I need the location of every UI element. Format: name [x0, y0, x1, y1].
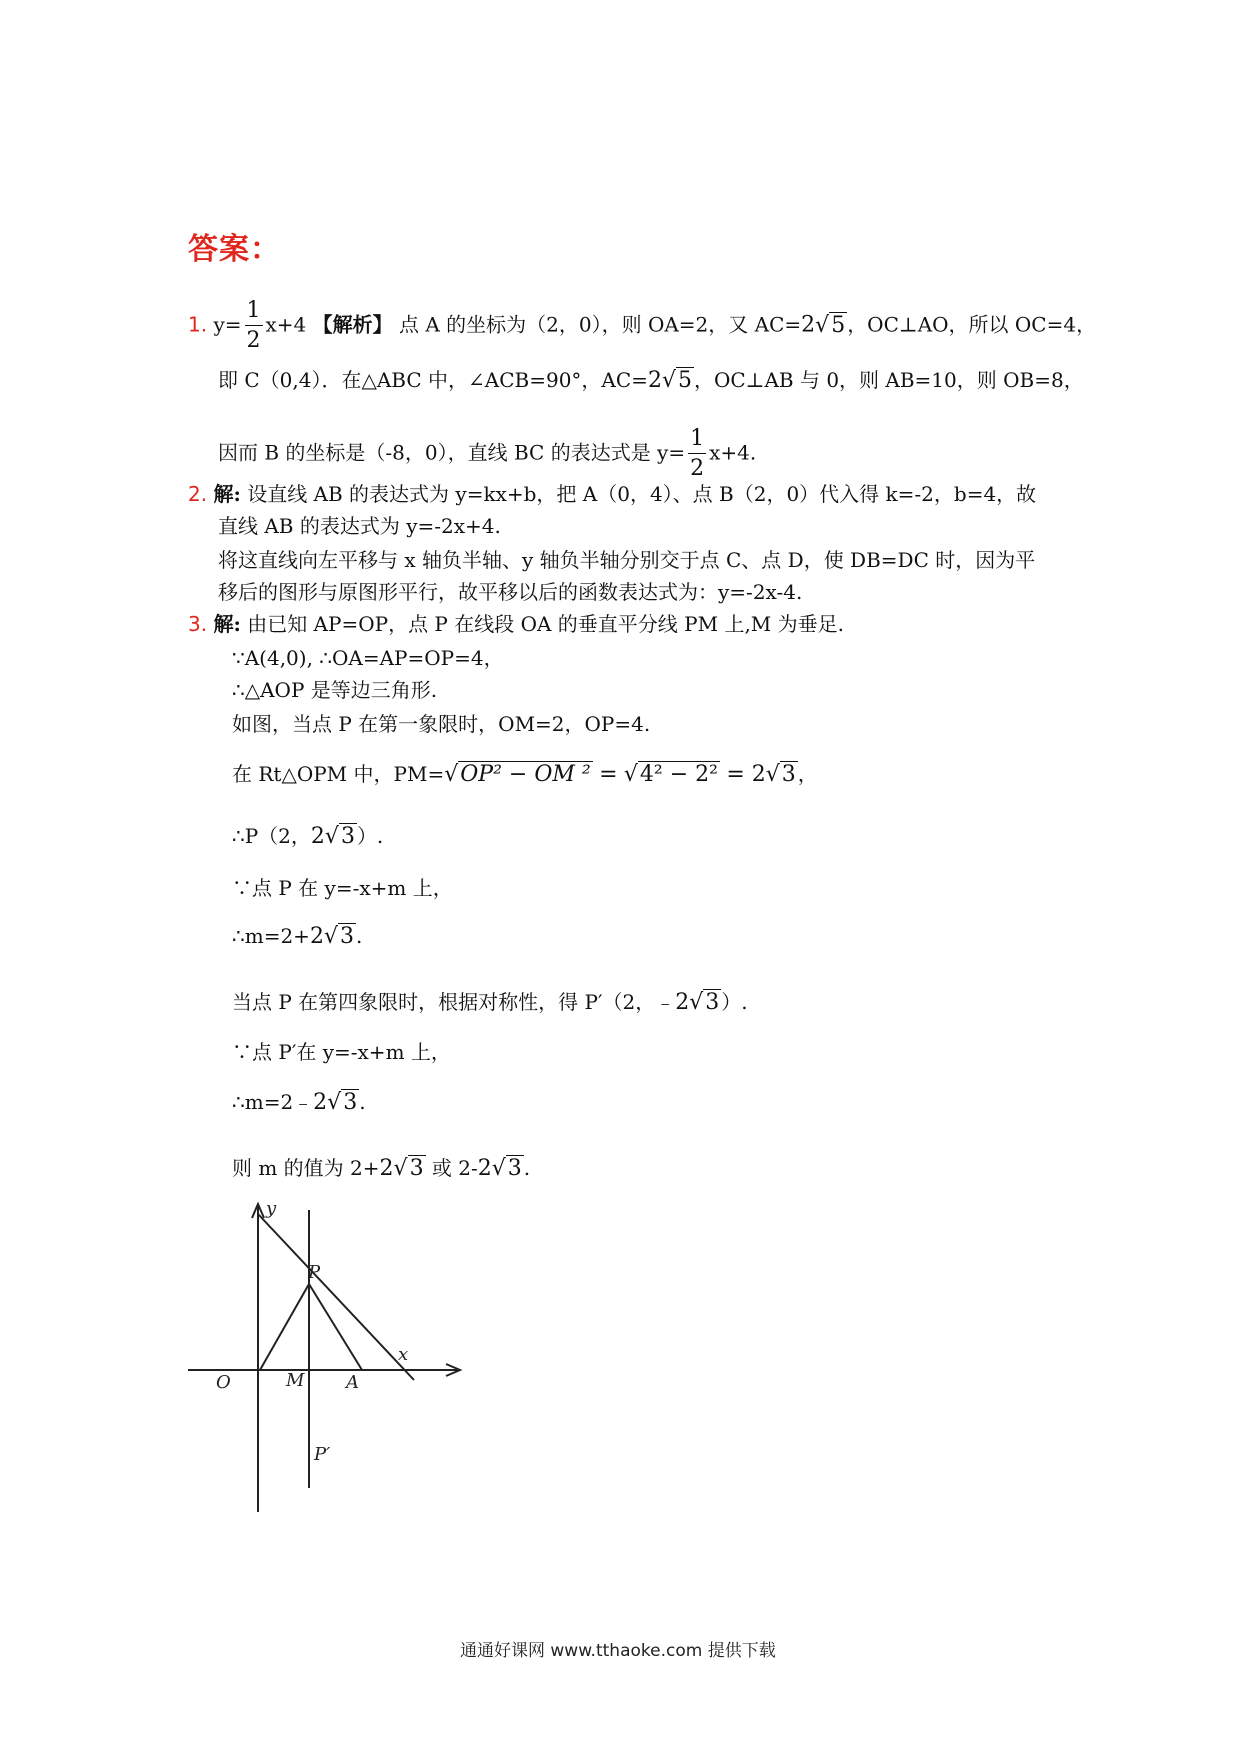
label-p: P [308, 1262, 321, 1283]
answer-heading: 答案： [188, 232, 281, 267]
label-a: A [346, 1372, 359, 1393]
q1-root1-coef: 2 [801, 312, 816, 338]
page-footer: 通通好课网 www.tthaoke.com 提供下载 [460, 1641, 776, 1661]
q1-text-5: 因而 B 的坐标是（-8，0），直线 BC 的表达式是 y= [218, 440, 686, 465]
q1-fraction-2: $\frac{1}{2}$ [690, 426, 705, 481]
q1-line-1 [188, 300, 1096, 352]
q3-line-7: ∵点 P 在 y=-x+m 上， [232, 876, 453, 900]
q1-x-plus-4: x+4 [265, 312, 307, 337]
q1-text-3: 即 C（0,4）．在△ABC 中，∠ACB=90°，AC= [218, 368, 648, 392]
q2-number: 2. [188, 482, 208, 506]
line-y-neg-x-plus-m [258, 1214, 414, 1380]
q3-line-5: 在 Rt△OPM 中，PM=√OP² − OM ² = √4² − 2² = 2√3 ， [232, 762, 818, 787]
label-x: x [398, 1344, 409, 1365]
q3-line-8: ∴m=2+2√3 . [232, 924, 363, 949]
label-p-prime: P′ [314, 1444, 331, 1465]
q1-root1: √5 [815, 312, 846, 338]
q3-line-1 [188, 610, 844, 638]
q2-line-1 [188, 480, 1036, 508]
q1-text-2: ，OC⊥AO，所以 OC=4， [847, 312, 1097, 337]
q1-analysis-tag: 【解析】 [312, 312, 393, 337]
q3-line-10: ∵点 P′在 y=-x+m 上， [232, 1040, 451, 1064]
q1-text-6: x+4. [709, 440, 757, 465]
q3-line-11: ∴m=2﹣2√3 . [232, 1090, 366, 1115]
q2-text-1: 设直线 AB 的表达式为 y=kx+b，把 A（0，4）、点 B（2，0）代入得 k=-2，b=4，故 [247, 482, 1037, 506]
label-m: M [286, 1370, 305, 1391]
segment-op [260, 1284, 309, 1370]
q3-line-6: ∴P（2，2√3 ）. [232, 824, 384, 849]
q3-line-3: ∴△AOP 是等边三角形. [232, 678, 438, 702]
q1-fraction [245, 300, 263, 352]
q3-jie: 解: [213, 612, 241, 636]
label-o: O [216, 1372, 231, 1393]
q1-line-3 [218, 428, 756, 480]
q3-line-2: ∵A(4,0), ∴OA=AP=OP=4， [232, 646, 504, 670]
q3-root-op-om: √OP² − OM ² [444, 762, 591, 787]
label-y: y [266, 1198, 277, 1219]
q2-line-2: 直线 AB 的表达式为 y=-2x+4. [218, 514, 501, 538]
q1-frac-num: 1 [245, 300, 263, 326]
q3-text-1: 由已知 AP=OP，点 P 在线段 OA 的垂直平分线 PM 上,M 为垂足. [247, 612, 844, 636]
q2-line-3: 将这直线向左平移与 x 轴负半轴、y 轴负半轴分别交于点 C、点 D，使 DB=DC 时，因为平 [218, 548, 1036, 572]
q1-line-2 [218, 366, 1084, 395]
q3-number: 3. [188, 612, 208, 636]
q3-root-3: √3 [765, 762, 796, 787]
q1-frac-den: 2 [246, 328, 261, 353]
q2-line-4: 移后的图形与原图形平行，故平移以后的函数表达式为：y=-2x-4. [218, 580, 803, 604]
coordinate-figure [170, 1192, 470, 1522]
q3-line-12: 则 m 的值为 2+2√3 或 2-2√3 . [232, 1156, 531, 1181]
q3-line-4: 如图，当点 P 在第一象限时，OM=2，OP=4. [232, 712, 651, 736]
q3-rt-text: 在 Rt△OPM 中，PM= [232, 762, 445, 786]
q1-text-1: 点 A 的坐标为（2，0），则 OA=2，又 AC= [399, 312, 802, 337]
q2-jie: 解: [213, 482, 241, 506]
q1-y-equals: y= [213, 312, 242, 337]
q3-root-4-2: √4² − 2² [623, 762, 718, 787]
q3-line-9: 当点 P 在第四象限时，根据对称性，得 P′（2，﹣2√3 ）. [232, 990, 748, 1015]
q1-root2-coef: 2 [647, 368, 662, 393]
q1-number: 1. [188, 312, 208, 337]
q1-text-4: ，OC⊥AB 与 0，则 AB=10，则 OB=8， [693, 368, 1084, 392]
q1-root2: √5 [661, 368, 692, 393]
